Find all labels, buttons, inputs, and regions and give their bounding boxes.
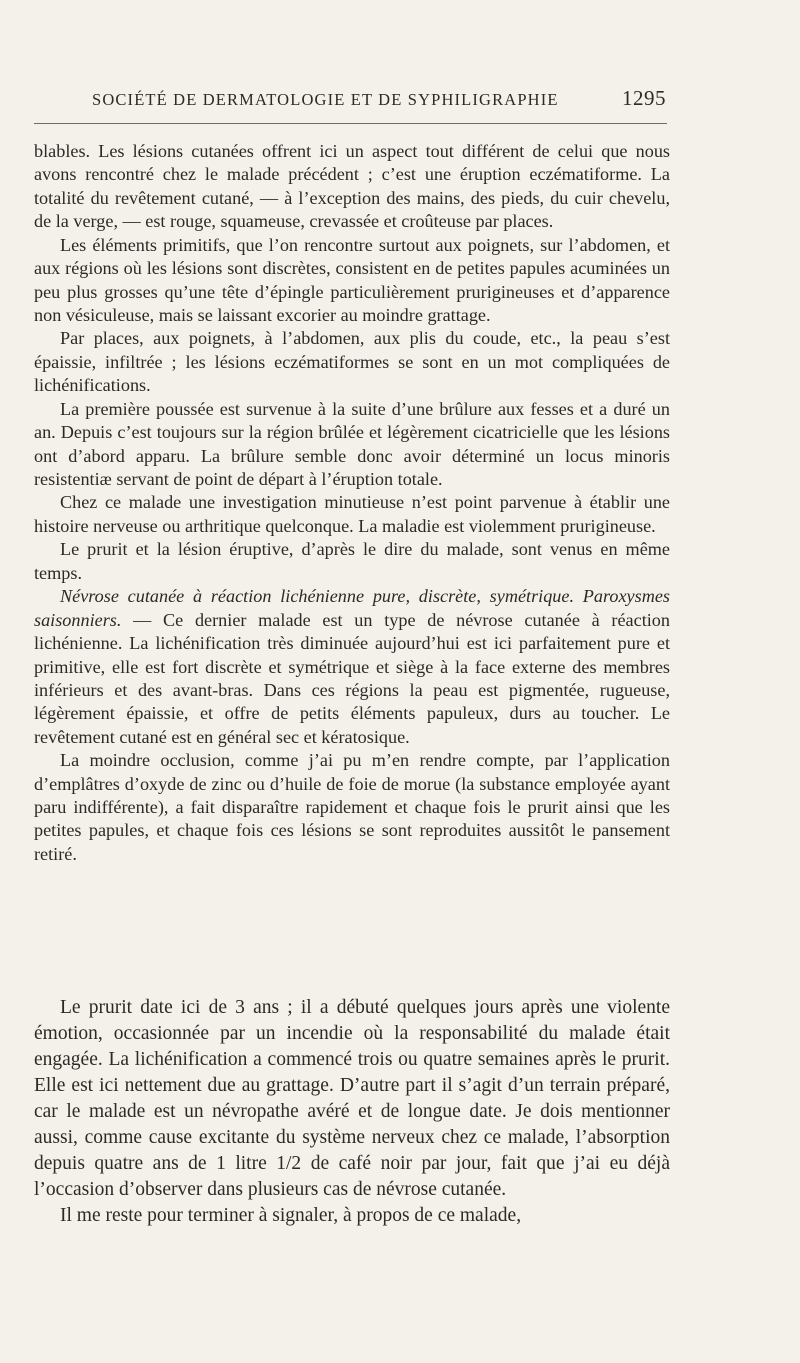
- page-number: 1295: [622, 86, 666, 110]
- paragraph-2: Les éléments primitifs, que l’on rencontre surtout aux poignets, sur l’abdomen, et aux régions où les lésions sont discrètes, consistent en de petites papules acuminées un peu plus grosses qu’une tête d’épingle particulièrement prurigineuses et d’apparence non vésiculeuse, mais se laissant excorier au moindre grattage.: [34, 234, 670, 325]
- header-rule: [34, 123, 667, 124]
- paragraph-6: Le prurit et la lésion éruptive, d’après le dire du malade, sont venus en même temps.: [34, 539, 670, 583]
- running-title: SOCIÉTÉ DE DERMATOLOGIE ET DE SYPHILIGRAPHIE: [92, 90, 559, 109]
- paragraph-1: blables. Les lésions cutanées offrent ici un aspect tout différent de celui que nous avons rencontré chez le malade précédent ; c’est une éruption eczématiforme. La totalité du revêtement cutané, — à l’exception des mains, des pieds, du cuir chevelu, de la verge, — est rouge, squameuse, crevassée et croûteuse par places.: [34, 141, 670, 232]
- main-text-block: [34, 140, 670, 866]
- paragraph-4: La première poussée est survenue à la suite d’une brûlure aux fesses et a duré un an. Depuis c’est toujours sur la région brûlée et légèrement cicatricielle que les lésions ont d’abord apparu. La brûlure semble donc avoir déterminé un locus minoris resistentiæ servant de point de départ à l’éruption totale.: [34, 398, 670, 489]
- lower-paragraph-2: Il me reste pour terminer à signaler, à propos de ce malade,: [60, 1205, 522, 1226]
- paragraph-7: [34, 585, 670, 749]
- paragraph-8: La moindre occlusion, comme j’ai pu m’en rendre compte, par l’application d’emplâtres d’oxyde de zinc ou d’huile de foie de morue (la substance employée ayant paru indifférente), a fait disparaître rapidement et chaque fois le prurit ainsi que les petites papules, et chaque fois ces lésions se sont reproduites aussitôt le pansement retiré.: [34, 750, 670, 864]
- paragraph-5: Chez ce malade une investigation minutieuse n’est point parvenue à établir une histoire nerveuse ou arthritique quelconque. La maladie est violemment prurigineuse.: [34, 492, 670, 536]
- paragraph-3: Par places, aux poignets, à l’abdomen, aux plis du coude, etc., la peau s’est épaissie, infiltrée ; les lésions eczématiformes se sont en un mot compliquées de lichénifications.: [34, 328, 670, 396]
- running-head: [34, 86, 670, 114]
- lower-paragraph-1: Le prurit date ici de 3 ans ; il a débuté quelques jours après une violente émotion, occasionnée par un incendie où la responsabilité du malade était engagée. La lichénification a commencé trois ou quatre semaines après le prurit. Elle est ici nettement due au grattage. D’autre part il s’agit d’un terrain préparé, car le malade est un névropathe avéré et de longue date. Je dois mentionner aussi, comme cause excitante du système nerveux chez ce malade, l’absorption depuis quatre ans de 1 litre 1/2 de café noir par jour, fait que j’ai eu déjà l’occasion d’observer dans plusieurs cas de névrose cutanée.: [34, 997, 670, 1200]
- paragraph-7-body: — Ce dernier malade est un type de névrose cutanée à réaction lichénienne. La lichénification très diminuée aujourd’hui est ici parfaitement pure et primitive, elle est fort discrète et symétrique et siège à la face externe des membres inférieurs et des avant-bras. Dans ces régions la peau est pigmentée, rugueuse, légèrement épaissie, et offre de petits éléments papuleux, durs au toucher. Le revêtement cutané est en général sec et kératosique.: [34, 609, 670, 747]
- lower-text-block: [34, 995, 670, 1229]
- paragraph-7-heading: Névrose cutanée à réaction lichénienne pure, discrète, symétrique. Paroxysmes saisonniers.: [34, 586, 670, 630]
